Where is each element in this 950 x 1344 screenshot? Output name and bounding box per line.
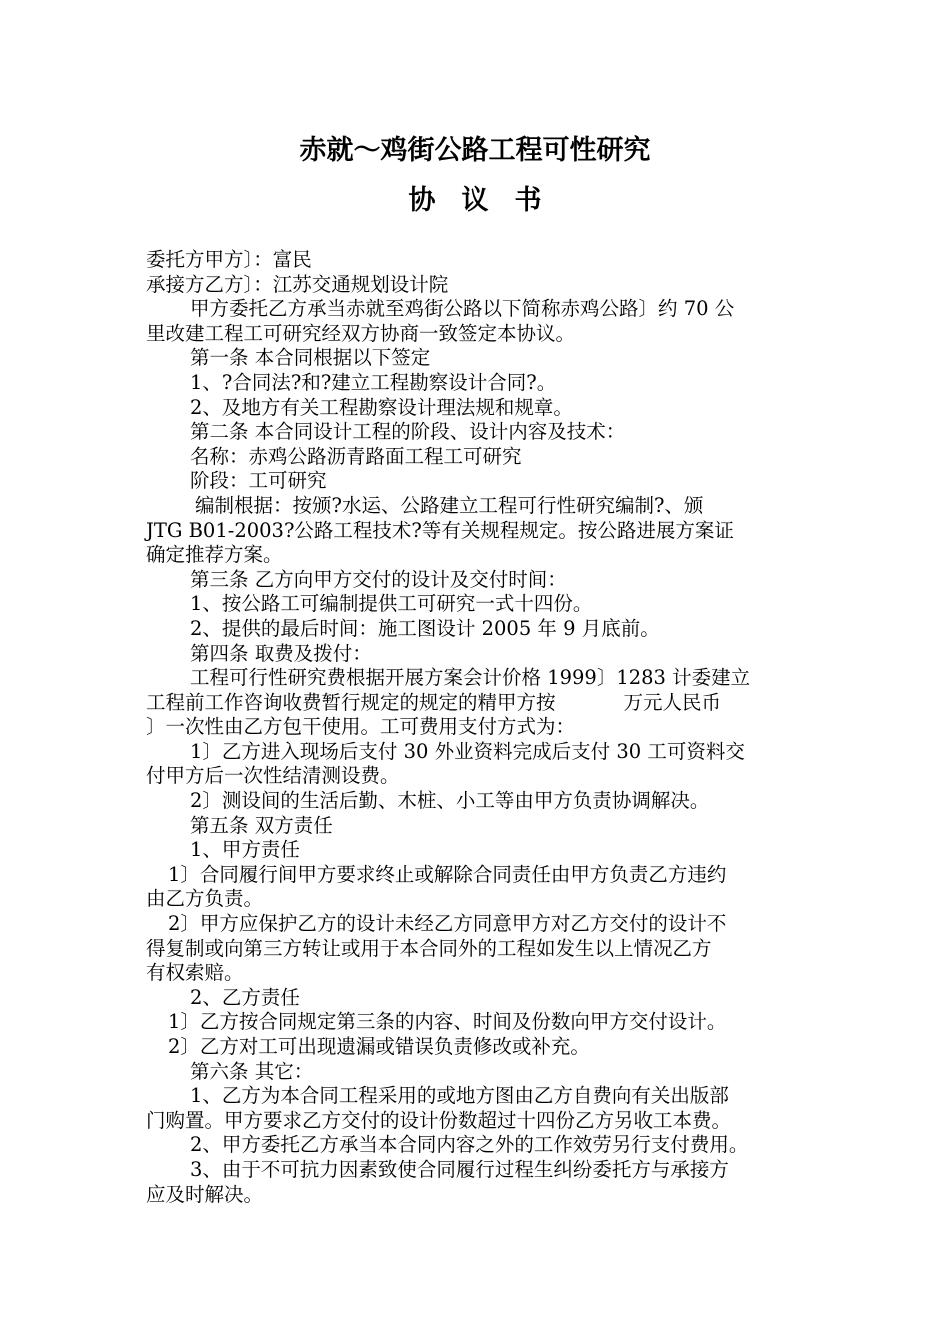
- client-party-line: 委托方甲方〕：富民: [146, 248, 312, 271]
- document-subtitle: 协议书: [408, 185, 568, 216]
- article-item: 应及时解决。: [146, 1182, 264, 1206]
- article-item: 2、及地方有关工程勘察设计理法规和规章。: [190, 395, 573, 419]
- article-item: 1、甲方责任: [190, 838, 300, 862]
- article-item: 1〕合同履行间甲方要求终止或解除合同责任由甲方负责乙方违约: [168, 862, 727, 886]
- article-item: 2〕测设间的生活后勤、木桩、小工等由甲方负责协调解决。: [190, 789, 710, 813]
- article-item: 2〕乙方对工可出现遗漏或错误负责修改或补充。: [168, 1035, 590, 1058]
- article-item: 确定推荐方案。: [146, 543, 283, 567]
- intro-paragraph-line: 甲方委托乙方承当赤就至鸡街公路以下简称赤鸡公路〕约 70 公: [190, 297, 735, 321]
- article-item: 1、乙方为本合同工程采用的或地方图由乙方自费向有关出版部: [190, 1084, 729, 1108]
- fee-currency-text: 万元人民币: [623, 690, 722, 714]
- article-item: 门购置。甲方要求乙方交付的设计份数超过十四份乙方另收工本费。: [146, 1108, 732, 1132]
- article-heading: 第五条 双方责任: [190, 813, 333, 837]
- article-item: 工程可行性研究费根据开展方案会计价格 1999〕1283 计委建立: [190, 666, 751, 690]
- article-heading: 第六条 其它：: [190, 1059, 314, 1083]
- article-item: 阶段：工可研究: [190, 469, 327, 493]
- article-item: 付甲方后一次性结清测设费。: [146, 764, 400, 788]
- article-item: 3、由于不可抗力因素致使合同履行过程生纠纷委托方与承接方: [190, 1157, 729, 1181]
- article-item: [146, 691, 811, 716]
- article-item: JTG B01-2003?公路工程技术?等有关规程规定。按公路进展方案证: [146, 518, 734, 542]
- fee-basis-text: 工程前工作咨询收费暂行规定的规定的精甲方按: [146, 690, 556, 714]
- article-heading: 第一条 本合同根据以下签定: [190, 346, 431, 370]
- agreement-body: [146, 248, 811, 1207]
- intro-paragraph-line: 里改建工程工可研究经双方协商一致签定本协议。: [146, 321, 576, 345]
- article-item: 有权索赔。: [146, 961, 244, 985]
- article-item: 2、乙方责任: [190, 985, 300, 1009]
- contractor-party-line: 承接方乙方〕：江苏交通规划设计院: [146, 272, 449, 296]
- article-item: 得复制或向第三方转让或用于本合同外的工程如发生以上情况乙方: [146, 936, 712, 960]
- article-heading: 第三条 乙方向甲方交付的设计及交付时间：: [190, 567, 567, 591]
- article-item: 名称：赤鸡公路沥青路面工程工可研究: [190, 444, 522, 468]
- article-item: 〕一次性由乙方包干使用。工可费用支付方式为：: [146, 715, 576, 739]
- article-item: 1〕乙方按合同规定第三条的内容、时间及份数向甲方交付设计。: [168, 1010, 727, 1034]
- article-heading: 第二条 本合同设计工程的阶段、设计内容及技术：: [190, 420, 626, 444]
- article-item: 2、提供的最后时间：施工图设计 2005 年 9 月底前。: [190, 616, 660, 640]
- article-item: 1、按公路工可编制提供工可研究一式十四份。: [190, 592, 593, 616]
- article-item: 编制根据：按颁?水运、公路建立工程可行性研究编制?、颁: [195, 493, 704, 517]
- article-heading: 第四条 取费及拨付：: [190, 641, 372, 665]
- article-item: 1〕乙方进入现场后支付 30 外业资料完成后支付 30 工可资料交: [190, 739, 745, 763]
- document-title: 赤就～鸡街公路工程可性研究: [299, 135, 651, 166]
- article-item: 1、?合同法?和?建立工程勘察设计合同?。: [190, 370, 557, 394]
- article-item: 2、甲方委托乙方承当本合同内容之外的工作效劳另行支付费用。: [190, 1133, 749, 1157]
- article-item: 2〕甲方应保护乙方的设计未经乙方同意甲方对乙方交付的设计不: [168, 912, 727, 936]
- article-item: 由乙方负责。: [146, 887, 264, 911]
